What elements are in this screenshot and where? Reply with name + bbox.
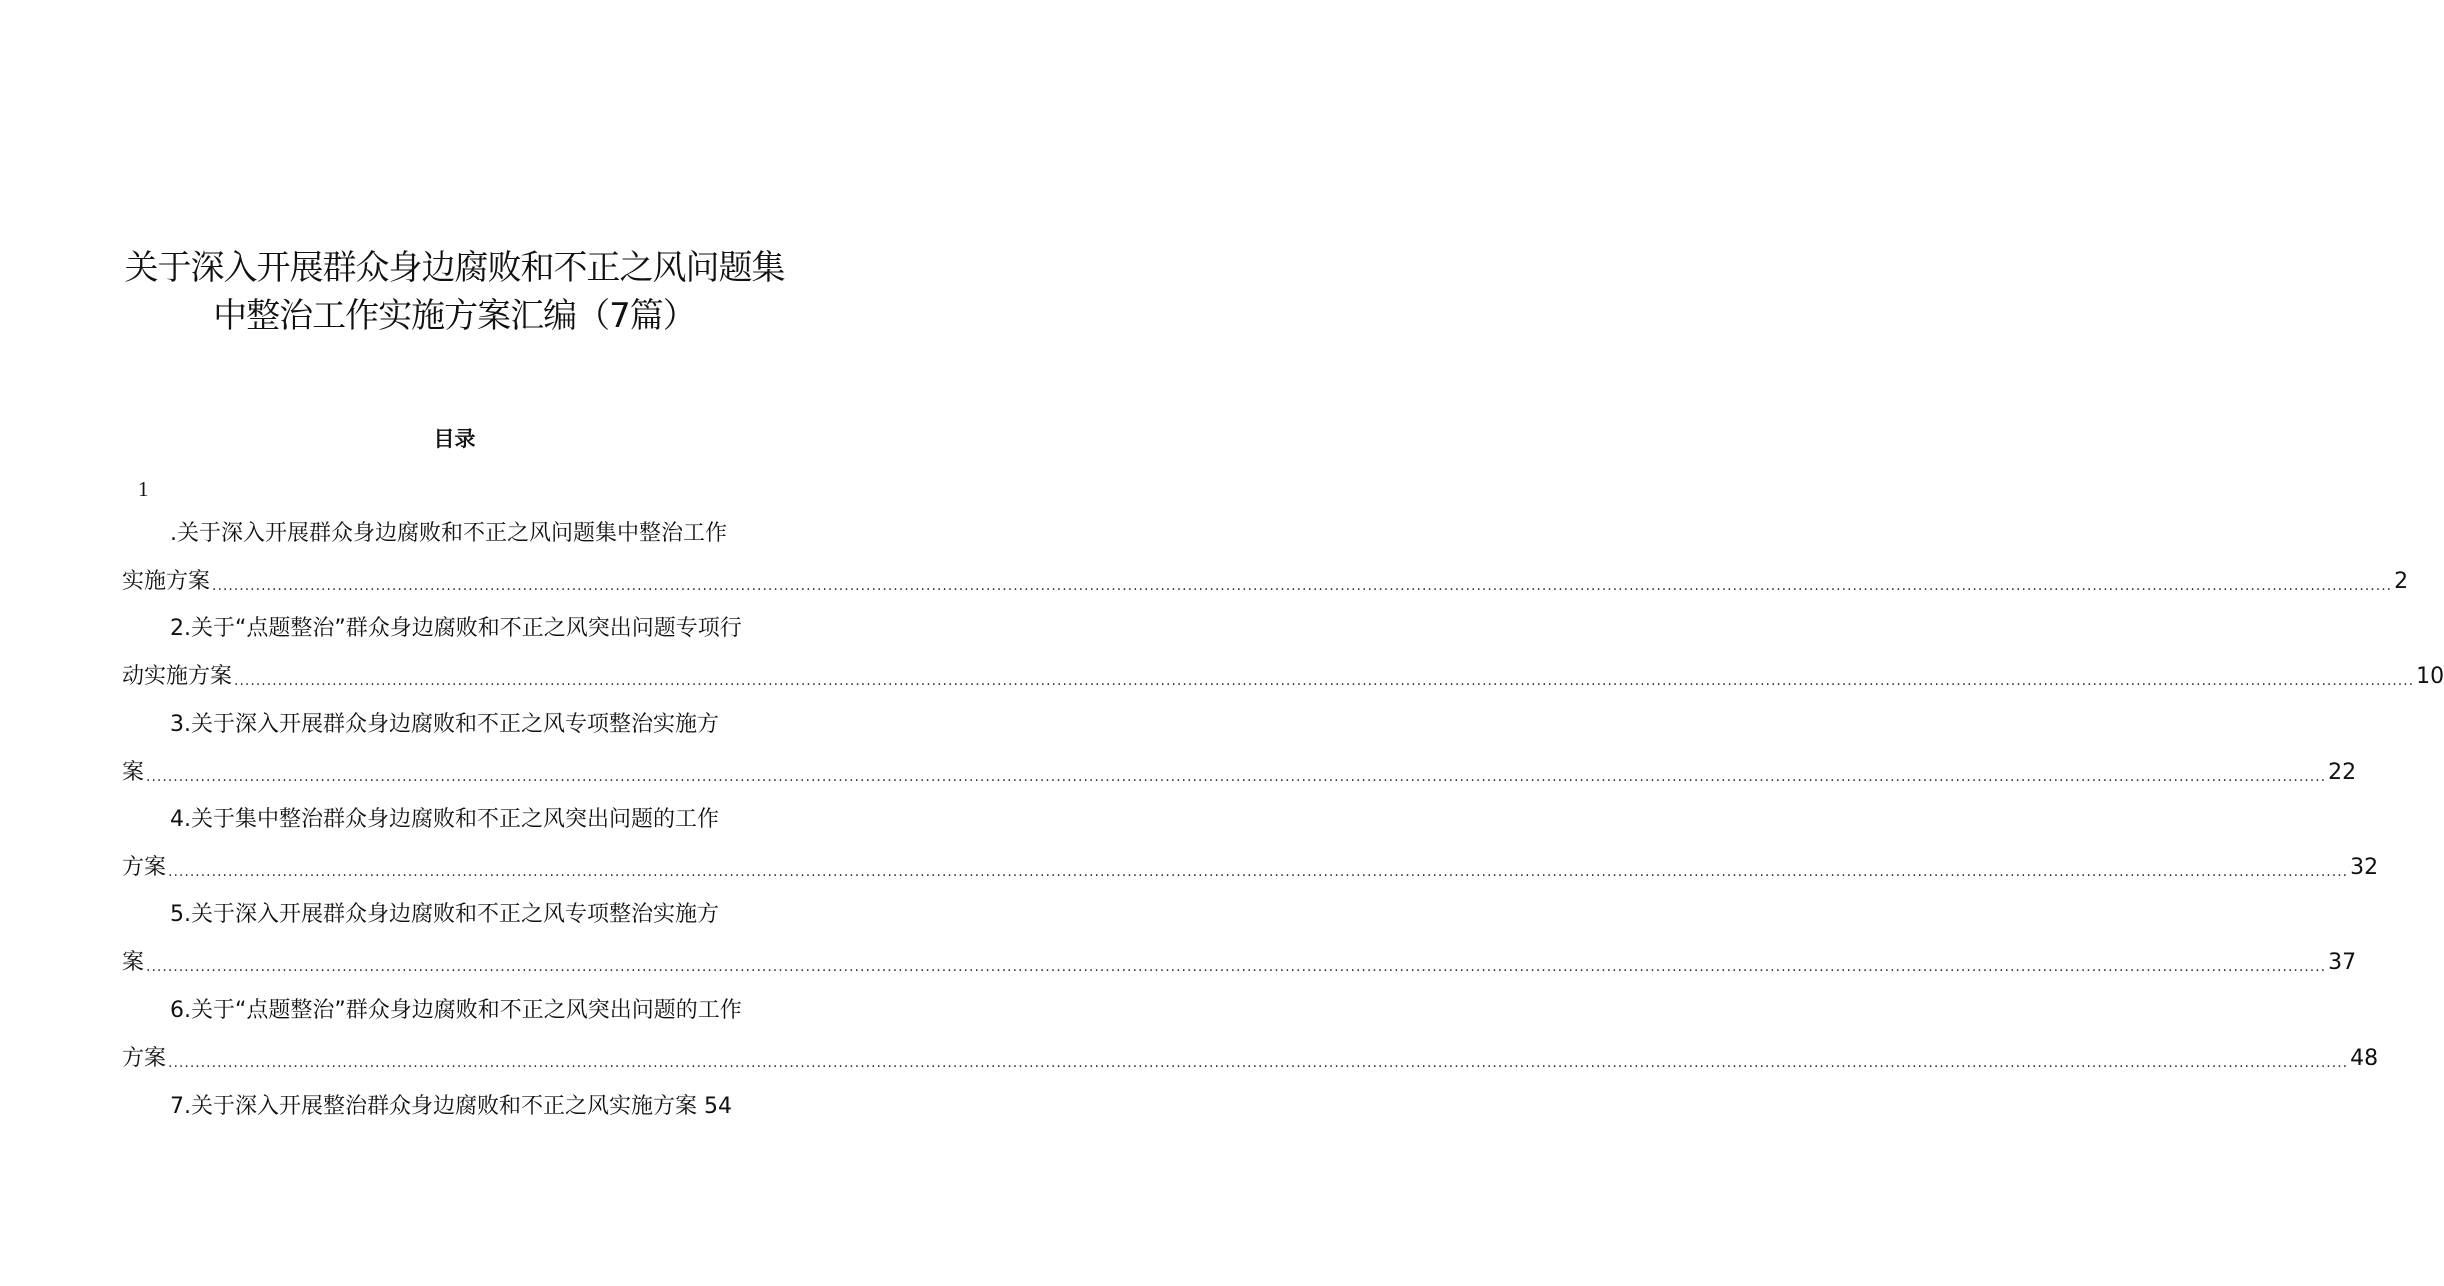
toc-entry-3[interactable]	[122, 710, 2357, 788]
toc-entry-7[interactable]	[122, 1092, 794, 1122]
toc-page-number: 37	[2328, 950, 2357, 975]
toc-entry-1[interactable]	[122, 519, 2409, 597]
toc-entry-text: 6.关于“点题整治”群众身边腐败和不正之风突出问题的工作	[170, 998, 742, 1023]
toc-page-number: 2	[2394, 569, 2409, 594]
toc-entry-text: 4.关于集中整治群众身边腐败和不正之风突出问题的工作	[170, 807, 719, 832]
toc-entry-text: 2.关于“点题整治”群众身边腐败和不正之风突出问题专项行	[170, 616, 742, 641]
toc-leader-dots: ................................................................................................................................................................................................................................................................................................................................................................................................................	[146, 769, 2327, 785]
toc-leader-dots: ................................................................................................................................................................................................................................................................................................................................................................................................................	[212, 578, 2393, 594]
toc-entry-text: .关于深入开展群众身边腐败和不正之风问题集中整治工作	[170, 521, 727, 546]
toc-page-number: 22	[2328, 760, 2357, 785]
toc-leader-dots: ................................................................................................................................................................................................................................................................................................................................................................................................................	[168, 1055, 2349, 1071]
toc-entry-text-cont: 动实施方案	[122, 664, 233, 689]
toc-number: 1	[138, 477, 149, 501]
toc-leader-dots: ................................................................................................................................................................................................................................................................................................................................................................................................................	[168, 864, 2349, 880]
toc-entry-4[interactable]	[122, 805, 2379, 883]
toc-page-number: 48	[2350, 1046, 2379, 1071]
toc-page-number: 32	[2350, 855, 2379, 880]
toc-leader-dots: ................................................................................................................................................................................................................................................................................................................................................................................................................	[234, 673, 2415, 689]
toc-entry-text-cont: 方案	[122, 1046, 167, 1071]
toc-page-number: 10	[2416, 664, 2444, 689]
title-line-2: 中整治工作实施方案汇编（7篇）	[213, 296, 696, 336]
title-line-1: 关于深入开展群众身边腐败和不正之风问题集	[124, 248, 785, 288]
toc-heading: 目录	[433, 426, 476, 451]
toc-page-number: 54	[704, 1094, 732, 1119]
toc-entry-2[interactable]	[122, 614, 2444, 692]
toc-entry-text-cont: 案	[122, 760, 145, 785]
toc-entry-5[interactable]	[122, 900, 2357, 978]
toc-entry-6[interactable]	[122, 996, 2379, 1074]
toc-entry-text-cont: 方案	[122, 855, 167, 880]
toc-entry-text-cont: 实施方案	[122, 569, 211, 594]
toc-entry-text: 3.关于深入开展群众身边腐败和不正之风专项整治实施方	[170, 712, 719, 737]
toc-leader-dots: ................................................................................................................................................................................................................................................................................................................................................................................................................	[146, 959, 2327, 975]
toc-entry-text-cont: 案	[122, 950, 145, 975]
toc-entry-text: 7.关于深入开展整治群众身边腐败和不正之风实施方案	[170, 1094, 697, 1119]
toc-entry-text: 5.关于深入开展群众身边腐败和不正之风专项整治实施方	[170, 902, 719, 927]
document-title	[100, 244, 809, 340]
